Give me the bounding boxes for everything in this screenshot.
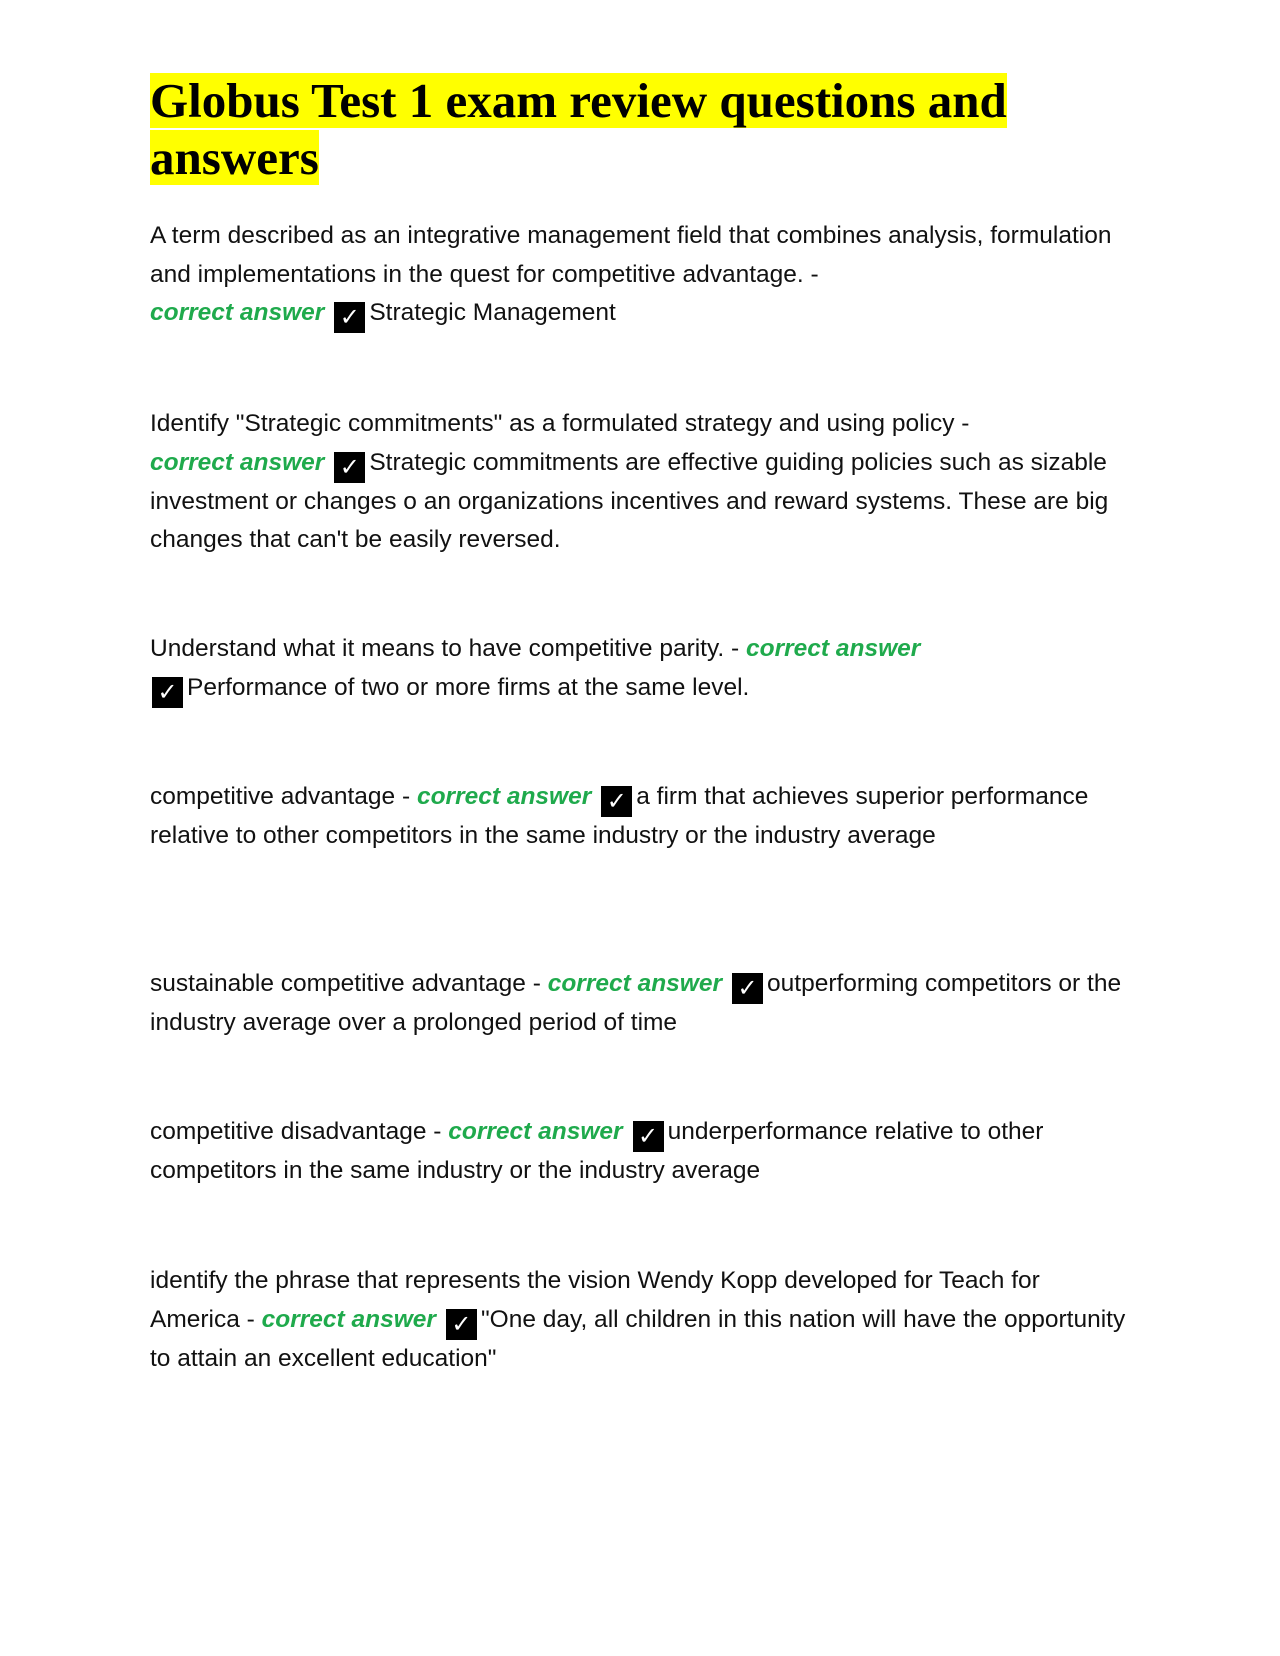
qa-item-1 [150, 217, 1130, 333]
check-mark-icon: ✓ [334, 452, 365, 483]
answer-text: "One day, all children in this nation will have the opportunity to attain an excellent education" [150, 1305, 1126, 1372]
document-title [150, 72, 1130, 186]
check-mark-icon: ✓ [633, 1121, 664, 1152]
answer-text: Performance of two or more firms at the same level. [187, 673, 750, 701]
document-page [150, 72, 1130, 186]
correct-answer-label: correct answer [547, 970, 723, 997]
qa-item-3 [150, 630, 1130, 708]
qa-item-6 [150, 1113, 1130, 1191]
check-mark-icon: ✓ [732, 973, 763, 1004]
correct-answer-label: correct answer [448, 1118, 623, 1145]
title-highlight: Globus Test 1 exam review questions and answers [150, 73, 1007, 185]
answer-text: Strategic Management [369, 299, 616, 326]
qa-item-4 [150, 778, 1130, 856]
correct-answer-label: correct answer [150, 299, 325, 326]
answer-text: outperforming competitors or the industry average over a prolonged period of time [150, 970, 1122, 1036]
check-mark-icon: ✓ [446, 1309, 477, 1340]
question-text: competitive disadvantage - [150, 1118, 442, 1145]
question-text: sustainable competitive advantage - [150, 970, 541, 997]
check-mark-icon: ✓ [601, 786, 632, 817]
qa-item-5 [150, 965, 1130, 1043]
question-text: A term described as an integrative management field that combines analysis, formulation and implementations in the quest for competitive advantage. - [150, 222, 1112, 288]
answer-text: a firm that achieves superior performance relative to other competitors in the same industry or the industry average [150, 783, 1089, 849]
qa-item-2 [150, 405, 1130, 560]
question-text: competitive advantage - [150, 783, 411, 810]
question-text: identify the phrase that represents the vision Wendy Kopp developed for Teach for America - [150, 1267, 1040, 1333]
correct-answer-label: correct answer [746, 635, 921, 662]
qa-item-7 [150, 1262, 1130, 1378]
correct-answer-label: correct answer [261, 1305, 436, 1333]
check-mark-icon: ✓ [152, 677, 183, 708]
correct-answer-label: correct answer [150, 448, 325, 476]
question-text: Understand what it means to have competitive parity. - [150, 635, 740, 662]
answer-text: Strategic commitments are effective guiding policies such as sizable investment or changes o an organizations incentives and reward systems. These are big changes that can't be easily reversed. [150, 448, 1109, 553]
check-mark-icon: ✓ [334, 302, 365, 333]
answer-text: underperformance relative to other competitors in the same industry or the industry average [150, 1118, 1044, 1184]
question-text: Identify "Strategic commitments" as a formulated strategy and using policy - [150, 410, 970, 437]
correct-answer-label: correct answer [416, 783, 592, 810]
